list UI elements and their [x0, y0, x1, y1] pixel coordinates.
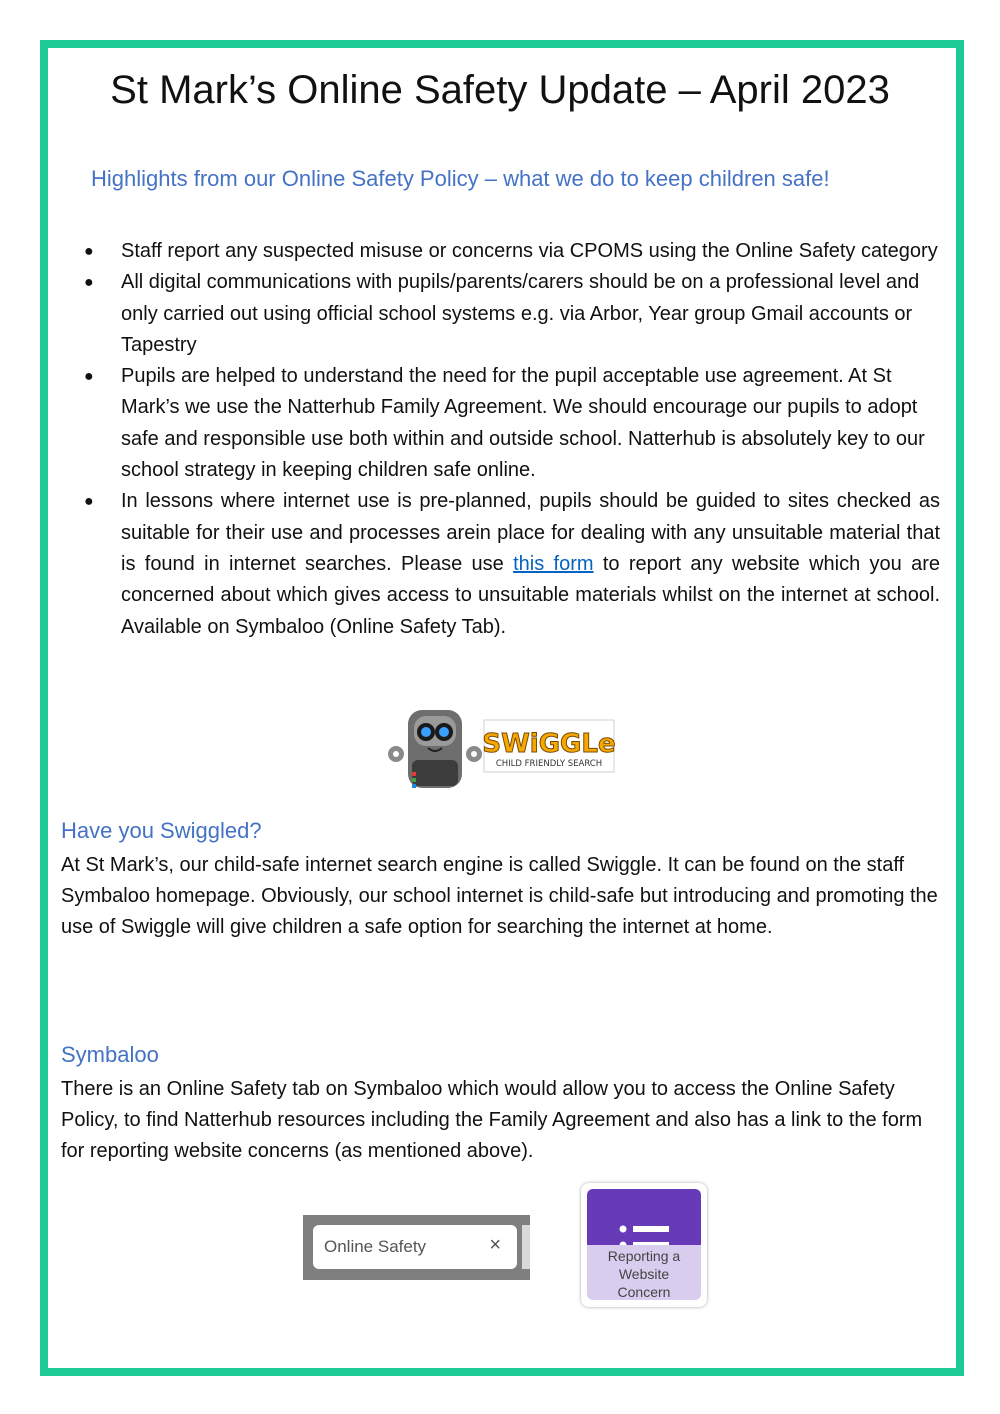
bullet-dot: ● — [84, 493, 94, 511]
swiggle-logo — [386, 702, 616, 792]
form-tile-caption-line: Concern — [617, 1284, 671, 1300]
bullet-dot: ● — [84, 243, 94, 260]
form-tile-caption-line: Reporting a — [607, 1248, 681, 1264]
symbaloo-heading: Symbaloo — [61, 1042, 159, 1067]
online-safety-tab-label: Online Safety — [324, 1237, 427, 1256]
form-tile-caption — [587, 1247, 701, 1301]
tab-edge — [522, 1225, 530, 1269]
swiggle-body: At St Mark’s, our child-safe internet search engine is called Swiggle. It can be found on the staff Symbaloo homepage. Obviously, our school internet is child-safe but introducing and promoting the use of Swiggle will give children a safe option for searching the internet at home. — [61, 854, 938, 938]
symbaloo-body: There is an Online Safety tab on Symbaloo which would allow you to access the Online Safety Policy, to find Natterhub resources including the Family Agreement and also has a link to the form for reporting website concerns (as mentioned above). — [61, 1078, 923, 1162]
list-item — [84, 361, 940, 486]
bullet-dot: ● — [84, 274, 94, 292]
list-item — [84, 236, 940, 267]
bullet-text-before-link: In lessons where internet use is pre-planned, pupils should be guided to sites checked as suitable for their use and processes arein place for dealing with any unsuitable material that is found in internet searches. Please use — [121, 490, 940, 575]
list-item — [84, 486, 940, 642]
policy-bullet-list — [84, 236, 940, 643]
swiggle-heading: Have you Swiggled? — [61, 818, 262, 843]
robot-mascot-icon — [388, 710, 482, 788]
close-icon[interactable]: × — [489, 1234, 501, 1256]
page-title: St Mark’s Online Safety Update – April 2023 — [110, 68, 890, 112]
bullet-text-after-link: to report any website which you are concerned about which gives access to unsuitable materials whilst on the internet at school. Available on Symbaloo (Online Safety Tab). — [121, 552, 940, 638]
form-tile-caption-line: Website — [618, 1266, 670, 1282]
online-safety-tab[interactable] — [313, 1225, 517, 1269]
this-form-link[interactable]: this form — [513, 552, 594, 575]
policy-heading: Highlights from our Online Safety Policy – what we do to keep children safe! — [91, 166, 830, 191]
swiggle-tagline: CHILD FRIENDLY SEARCH — [495, 759, 603, 769]
bullet-text: All digital communications with pupils/parents/carers should be on a professional level and only carried out using official school systems e.g. via Arbor, Year group Gmail accounts or Tapestry — [121, 271, 920, 356]
list-item — [84, 267, 940, 361]
bullet-text: Staff report any suspected misuse or concerns via CPOMS using the Online Safety category — [121, 240, 938, 262]
form-tile-header — [587, 1189, 701, 1253]
swiggle-wordmark: SWiGGLe — [482, 729, 616, 759]
reporting-website-concern-tile[interactable] — [581, 1183, 707, 1307]
symbaloo-tab-screenshot — [303, 1215, 530, 1280]
bullet-text: Pupils are helped to understand the need for the pupil acceptable use agreement. At St Mark’s we use the Natterhub Family Agreement. We should encourage our pupils to adopt safe and responsible use both within and outside school. Natterhub is absolutely key to our school strategy in keeping children safe online. — [121, 365, 925, 482]
google-forms-icon — [587, 1189, 701, 1253]
bullet-dot: ● — [84, 368, 94, 386]
